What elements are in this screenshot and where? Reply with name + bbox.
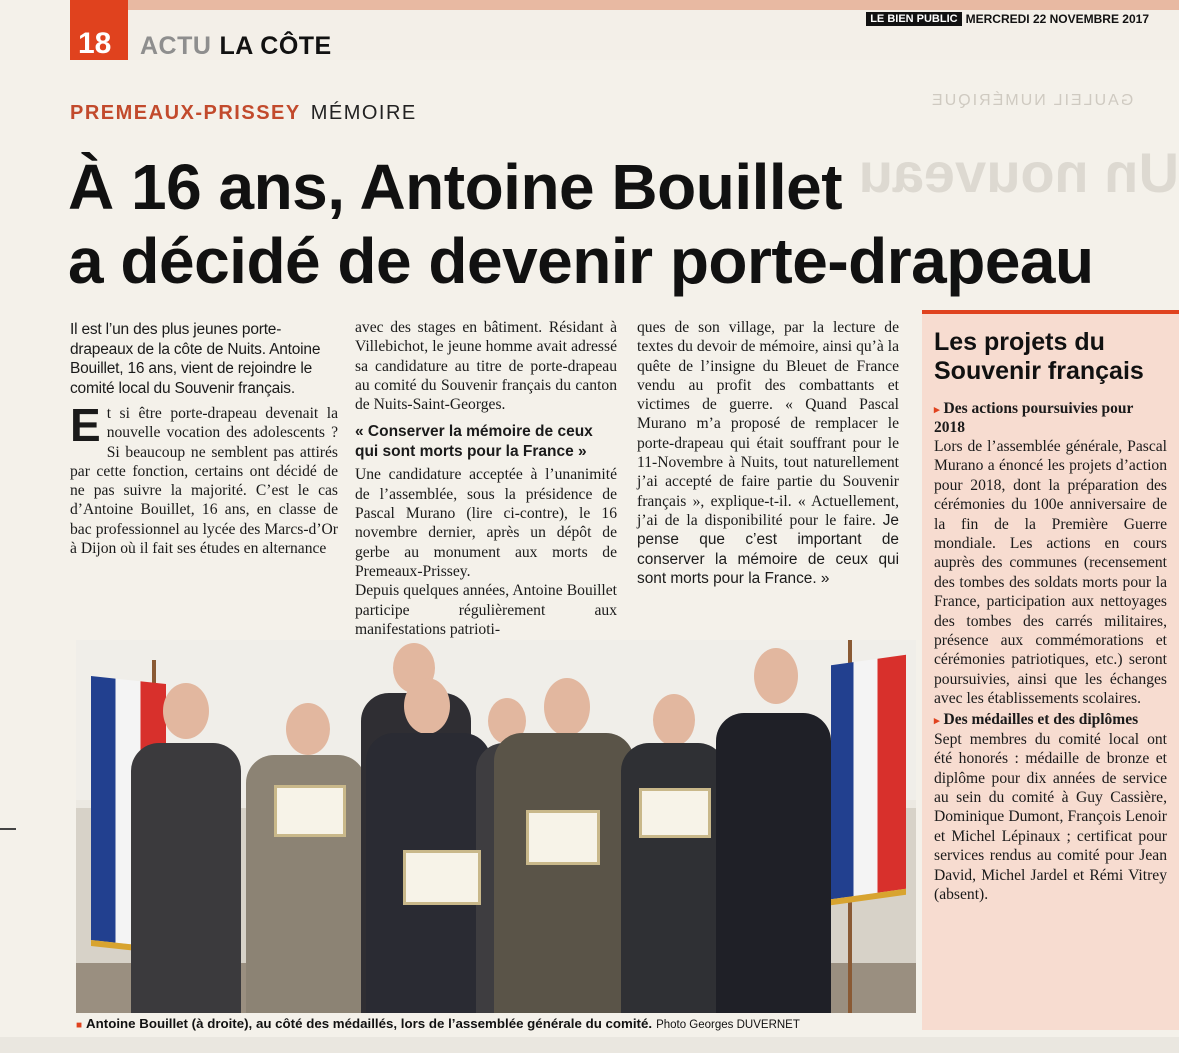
- caption-text: Antoine Bouillet (à droite), au côté des médaillés, lors de l’assemblée générale du comité.: [86, 1016, 653, 1031]
- article-location: PREMEAUX-PRISSEY: [70, 102, 301, 124]
- column-2-paragraph-3: Depuis quelques années, Antoine Bouillet participe régulièrement aux manifestations patrioti-: [355, 582, 617, 638]
- page-bottom-strip: [0, 1037, 1179, 1053]
- person-7: [621, 668, 726, 1013]
- photo-caption: [76, 1016, 921, 1031]
- drop-cap: E: [70, 399, 101, 451]
- fold-mark: [0, 828, 16, 830]
- masthead: [866, 12, 1149, 26]
- column-3-paragraph-1: ques de son village, par la lecture de textes du devoir de mémoire, ainsi qu’à la quête de l’insigne du Bleuet de France vendu au profit des combattants et victimes de guerre. « Quand Pascal Murano m’a proposé de remplacer le porte-drapeau qui était souffrant pour le 11-Novembre à Nuits, tout naturellement j’ai accepté de faire partie du Souvenir français », explique-t-il. « Actuellement, j’ai de la disponibilité pour le faire.: [637, 319, 899, 529]
- sidebar-section-1-title: ▸ Des actions poursuivies pour 2018: [934, 400, 1134, 436]
- sidebar-section-1-text: Lors de l’assemblée générale, Pascal Murano a énoncé les projets d’action pour 2018, dont la préparation des cérémonies du 100e anniversaire de la fin de la Première Guerre mondiale. Les actions en cours auprès des communes (recensement des tombes des soldats morts pour la France, participation aux nettoyages des tombes des carrés militaires, présence aux commémorations et cérémonies patriotiques, etc.) seront poursuivies, ainsi que les échanges avec les établissements scolaires.: [934, 438, 1167, 708]
- article-topic: MÉMOIRE: [310, 102, 417, 124]
- person-2: [246, 683, 366, 1013]
- sidebar-section-2-title: ▸ Des médailles et des diplômes: [934, 710, 1139, 728]
- bullet-arrow-icon: ▸: [934, 404, 940, 416]
- bullet-arrow-icon: ▸: [934, 714, 940, 727]
- sidebar-title: Les projets du Souvenir français: [934, 328, 1144, 385]
- article-headline: [68, 150, 1168, 298]
- person-4: [366, 658, 491, 1013]
- newspaper-logo: LE BIEN PUBLIC: [866, 12, 961, 26]
- article-subheading: « Conserver la mémoire de ceux qui sont morts pour la France »: [355, 423, 593, 460]
- headline-line-2: a décidé de devenir porte-drapeau: [68, 225, 1094, 297]
- group-photo: [76, 640, 916, 1013]
- article-intro: Il est l’un des plus jeunes porte-drapeaux de la côte de Nuits. Antoine Bouillet, 16 ans, vient de rejoindre le comité local du Souvenir français.: [70, 321, 321, 397]
- column-1-text: t si être porte-drapeau devenait la nouvelle vocation des adolescents ? Si beaucoup ne semblent pas attirés par cette fonction, certains ont décidé de ne pas suivre la majorité. C’est le cas d’Antoine Bouillet, 16 ans, en classe de bac professionnel au lycée des Marcs-d’Or à Dijon où il fait ses études en alternance: [70, 405, 338, 558]
- article-body-start: [70, 399, 338, 558]
- caption-marker-icon: ■: [76, 1020, 83, 1031]
- column-3-quote: Je pense que c’est important de conserver la mémoire de ceux qui sont morts pour la France. »: [637, 511, 899, 588]
- certificate-2: [403, 850, 481, 905]
- sidebar-section-2-text: Sept membres du comité local ont été honorés : médaille de bronze et diplôme pour dix années de service au sein du comité à Guy Cassière, Dominique Dumont, François Lenoir et Michel Lépinaux ; certificat pour services rendus au comité pour Jean David, Michel Jardel et Rémi Vitrey (absent).: [934, 730, 1167, 903]
- column-2-paragraph-2: Une candidature acceptée à l’unanimité de l’assemblée, sous la présidence de Pascal Murano (lire ci-contre), le 16 novembre dernier, après un dépôt de gerbe au monument aux morts de Premeaux-Prissey.: [355, 466, 617, 580]
- article-column-3: [637, 318, 899, 589]
- headline-line-1: À 16 ans, Antoine Bouillet: [68, 151, 843, 223]
- flag-right: [831, 655, 906, 906]
- section-label: [140, 32, 332, 61]
- section-primary: ACTU: [140, 32, 212, 60]
- photo-credit: Photo Georges DUVERNET: [656, 1019, 800, 1031]
- person-1: [131, 673, 241, 1013]
- certificate-1: [274, 785, 346, 837]
- article-column-1: [70, 320, 338, 558]
- certificate-3: [526, 810, 600, 865]
- certificate-4: [639, 788, 711, 838]
- article-kicker: [70, 102, 417, 125]
- bleed-through-headline: Un nouveau: [858, 141, 1179, 204]
- column-2-paragraph-1: avec des stages en bâtiment. Résidant à Villebichot, le jeune homme avait adressé sa candidature au titre de porte-drapeau au comité du Souvenir français du canton de Nuits-Saint-Georges.: [355, 319, 617, 414]
- article-column-2: [355, 318, 617, 639]
- person-antoine: [716, 648, 831, 1013]
- issue-date: MERCREDI 22 NOVEMBRE 2017: [965, 12, 1149, 26]
- bleed-through-label: GAULEIL NUMÉRIQUE: [930, 92, 1134, 109]
- sidebar-box: [922, 310, 1179, 1030]
- page-number: 18: [70, 0, 128, 60]
- section-secondary: LA CÔTE: [219, 32, 332, 60]
